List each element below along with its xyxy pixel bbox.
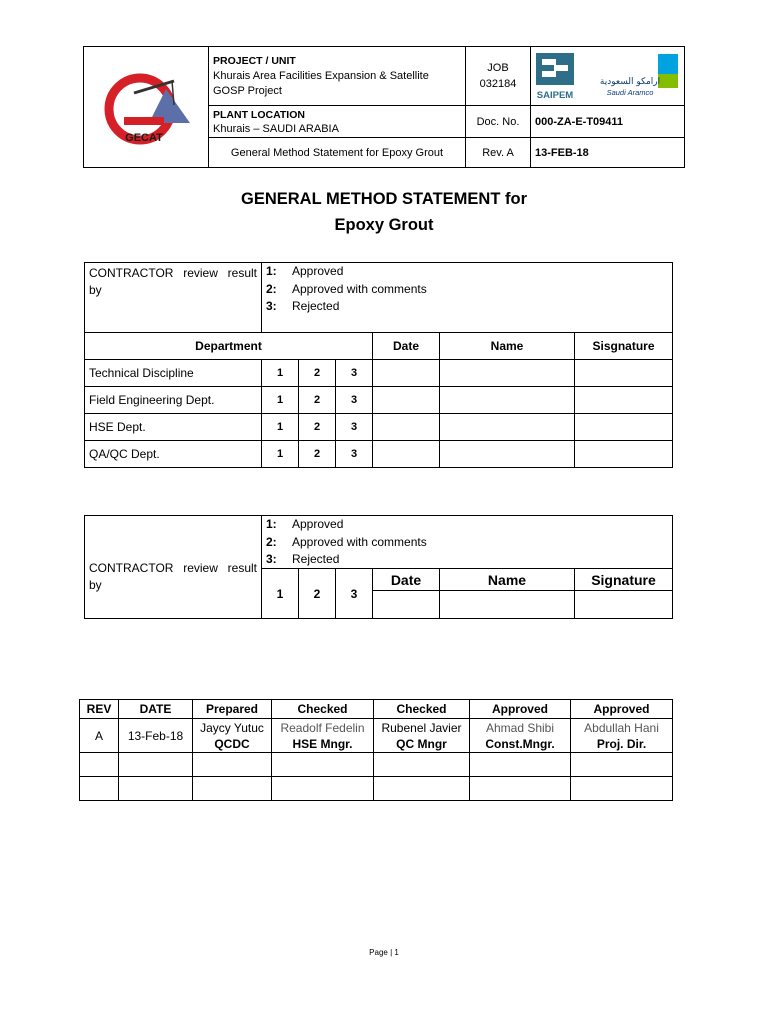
- checked2-role: QC Mngr: [396, 736, 447, 751]
- table-row: [80, 753, 673, 777]
- choice-cell: 2: [299, 360, 336, 387]
- choice-cell: 1: [262, 414, 299, 441]
- dept-cell: Technical Discipline: [85, 360, 262, 387]
- checked-header: Checked: [374, 700, 470, 719]
- approved2-role: Proj. Dir.: [596, 736, 647, 751]
- rev-label: Rev. A: [466, 138, 531, 168]
- prepared-cell: [193, 719, 272, 753]
- gecat-logo-text: GECAT: [125, 131, 163, 144]
- empty-cell: [470, 777, 571, 801]
- title-line1: GENERAL METHOD STATEMENT for: [241, 190, 527, 208]
- job-label: JOB: [487, 62, 509, 74]
- empty-cell: [193, 753, 272, 777]
- empty-cell: [119, 777, 193, 801]
- approved2-name: Abdullah Hani: [584, 720, 659, 735]
- empty-cell: [119, 753, 193, 777]
- choice-cell: 3: [336, 414, 373, 441]
- plant-label: PLANT LOCATION: [213, 108, 305, 121]
- name-cell: [440, 414, 575, 441]
- review2-header-date: Date: [373, 569, 440, 591]
- empty-cell: [470, 753, 571, 777]
- review-table-1: [84, 262, 673, 468]
- plant-value: Khurais – SAUDI ARABIA: [213, 122, 339, 135]
- empty-cell: [571, 777, 673, 801]
- review1-header-department: Department: [85, 333, 373, 360]
- choice-cell: 3: [336, 569, 373, 619]
- aramco-logo: [594, 50, 682, 102]
- review1-label-cell: [85, 263, 262, 333]
- table-row: [80, 719, 673, 753]
- checked1-name: Readolf Fedelin: [280, 720, 365, 735]
- review1-option: 1: Approved: [266, 264, 344, 278]
- empty-cell: [80, 753, 119, 777]
- checked-header: Checked: [272, 700, 374, 719]
- aramco-logo-text: Saudi Aramco: [606, 88, 654, 97]
- dept-cell: Field Engineering Dept.: [85, 387, 262, 414]
- empty-cell: [80, 777, 119, 801]
- empty-cell: [193, 777, 272, 801]
- document-title: [0, 186, 768, 238]
- date-cell: 13-Feb-18: [119, 719, 193, 753]
- review1-header-date: Date: [373, 333, 440, 360]
- aramco-logo-arabic: ارامكو السعودية: [599, 77, 661, 87]
- review2-option: 2: Approved with comments: [266, 534, 427, 549]
- doc-label: Doc. No.: [466, 106, 531, 138]
- review2-label-b: by: [89, 578, 102, 592]
- checked1-cell: [272, 719, 374, 753]
- choice-cell: 1: [262, 569, 299, 619]
- rev-header: REV: [80, 700, 119, 719]
- gecat-logo-cell: [84, 47, 209, 168]
- review2-header-signature: Signature: [575, 569, 673, 591]
- table-row: [80, 777, 673, 801]
- client-logos-cell: [531, 47, 685, 106]
- choice-cell: 2: [299, 441, 336, 468]
- review2-header-name: Name: [440, 569, 575, 591]
- dept-cell: QA/QC Dept.: [85, 441, 262, 468]
- review2-option: 3: Rejected: [266, 552, 340, 566]
- review1-label-b: by: [89, 283, 102, 297]
- empty-cell: [374, 753, 470, 777]
- date-cell: [373, 387, 440, 414]
- approved2-cell: [571, 719, 673, 753]
- job-cell: [466, 47, 531, 106]
- choice-cell: 1: [262, 387, 299, 414]
- date-cell: [373, 441, 440, 468]
- checked2-name: Rubenel Javier: [381, 720, 462, 735]
- empty-cell: [374, 777, 470, 801]
- choice-cell: 2: [299, 569, 336, 619]
- signature-cell: [575, 360, 673, 387]
- empty-cell: [571, 753, 673, 777]
- checked1-role: HSE Mngr.: [292, 736, 353, 751]
- name-cell: [440, 441, 575, 468]
- prepared-role: QCDC: [214, 736, 250, 751]
- review2-option: 1: Approved: [266, 517, 344, 531]
- approved1-name: Ahmad Shibi: [485, 720, 555, 735]
- prepared-header: Prepared: [193, 700, 272, 719]
- review2-options-cell: [262, 516, 673, 569]
- approved1-role: Const.Mngr.: [485, 736, 555, 751]
- choice-cell: 1: [262, 360, 299, 387]
- signature-cell: [575, 591, 673, 619]
- table-row: [85, 387, 673, 414]
- signature-cell: [575, 441, 673, 468]
- date-cell: [373, 360, 440, 387]
- review1-header-name: Name: [440, 333, 575, 360]
- saipem-logo: [533, 50, 577, 102]
- review1-options-cell: [262, 263, 673, 333]
- title-line2: Epoxy Grout: [334, 216, 434, 234]
- choice-cell: 3: [336, 441, 373, 468]
- choice-cell: 2: [299, 414, 336, 441]
- approved1-cell: [470, 719, 571, 753]
- checked2-cell: [374, 719, 470, 753]
- choice-cell: 3: [336, 360, 373, 387]
- choice-cell: 3: [336, 387, 373, 414]
- review1-option: 2: Approved with comments: [266, 281, 427, 296]
- prepared-name: Jaycy Yutuc: [200, 720, 264, 735]
- name-cell: [440, 387, 575, 414]
- header-table: [83, 46, 685, 168]
- choice-cell: 2: [299, 387, 336, 414]
- statement-cell: General Method Statement for Epoxy Grout: [209, 138, 466, 168]
- rev-date: 13-FEB-18: [531, 138, 685, 168]
- empty-cell: [272, 753, 374, 777]
- gecat-logo: [94, 65, 198, 147]
- name-cell: [440, 591, 575, 619]
- date-cell: [373, 414, 440, 441]
- review1-label-a: CONTRACTOR review result: [89, 266, 257, 280]
- date-cell: [373, 591, 440, 619]
- saipem-logo-text: SAIPEM: [536, 90, 574, 101]
- name-cell: [440, 360, 575, 387]
- review1-header-signature: Sisgnature: [575, 333, 673, 360]
- review2-label-a: CONTRACTOR review result: [89, 561, 257, 575]
- date-header: DATE: [119, 700, 193, 719]
- doc-number: 000-ZA-E-T09411: [531, 106, 685, 138]
- rev-cell: A: [80, 719, 119, 753]
- page-number: Page | 1: [369, 948, 399, 957]
- revision-table: [79, 699, 673, 801]
- job-number: 032184: [479, 78, 517, 90]
- project-line1: Khurais Area Facilities Expansion & Satellite: [213, 69, 429, 82]
- project-label: PROJECT / UNIT: [213, 54, 296, 67]
- review-table-2: [84, 515, 673, 619]
- table-row: [85, 414, 673, 441]
- approved-header: Approved: [571, 700, 673, 719]
- review2-label-cell: [85, 516, 262, 619]
- table-row: [85, 360, 673, 387]
- project-cell: [209, 47, 466, 106]
- plant-cell: [209, 106, 466, 138]
- choice-cell: 1: [262, 441, 299, 468]
- table-row: [85, 441, 673, 468]
- dept-cell: HSE Dept.: [85, 414, 262, 441]
- signature-cell: [575, 387, 673, 414]
- signature-cell: [575, 414, 673, 441]
- review1-option: 3: Rejected: [266, 299, 340, 313]
- empty-cell: [272, 777, 374, 801]
- approved-header: Approved: [470, 700, 571, 719]
- project-line2: GOSP Project: [213, 84, 282, 97]
